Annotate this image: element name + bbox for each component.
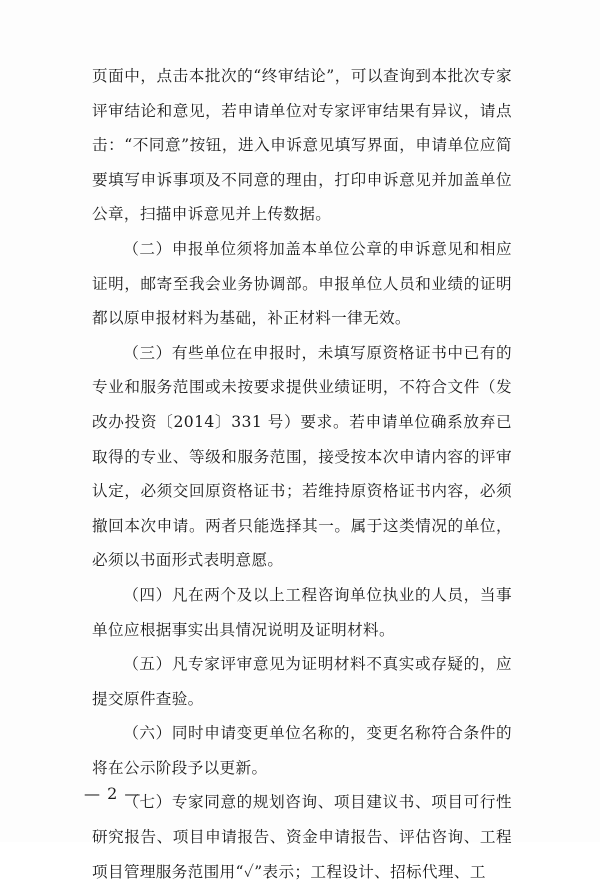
paragraph-item-6: （六）同时申请变更单位名称的，变更名称符合条件的将在公示阶段予以更新。 (92, 724, 512, 777)
page-number: — 2 — (84, 784, 142, 803)
paragraph-item-5: （五）凡专家评审意见为证明材料不真实或存疑的，应提交原件查验。 (92, 655, 512, 708)
paragraph-item-4: （四）凡在两个及以上工程咨询单位执业的人员，当事单位应根据事实出具情况说明及证明材料。 (92, 585, 512, 639)
paragraph-continuation: 页面中，点击本批次的“终审结论”，可以查询到本批次专家评审结论和意见，若申请单位对专家评审结果有异议，请点击：“不同意”按钮，进入申诉意见填写界面，申请单位应简要填写申诉事项及不同意的理由，打印申诉意见并加盖单位公章，扫描申诉意见并上传数据。 (92, 67, 512, 224)
paragraph-item-3: （三）有些单位在申报时，未填写原资格证书中已有的专业和服务范围或未按要求提供业绩证明，不符合文件（发改办投资〔2014〕331 号）要求。若申请单位确系放弃已取得的专业、等级和服务范围，接受按本次申请内容的评审认定，必须交回原资格证书；若维持原资格证书内容，必须撤回本次申请。两者只能选择其一。属于这类情况的单位，必须以书面形式表明意愿。 (92, 343, 512, 570)
paragraph-item-7: （七）专家同意的规划咨询、项目建议书、项目可行性研究报告、项目申请报告、资金申请报告、评估咨询、工程项目管理服务范围用“✓”表示；工程设计、招标代理、工 (92, 793, 512, 881)
paragraph-item-2: （二）申报单位须将加盖本单位公章的申诉意见和相应证明，邮寄至我会业务协调部。申报单位人员和业绩的证明都以原申报材料为基础，补正材料一律无效。 (92, 239, 512, 328)
document-body (92, 59, 512, 889)
